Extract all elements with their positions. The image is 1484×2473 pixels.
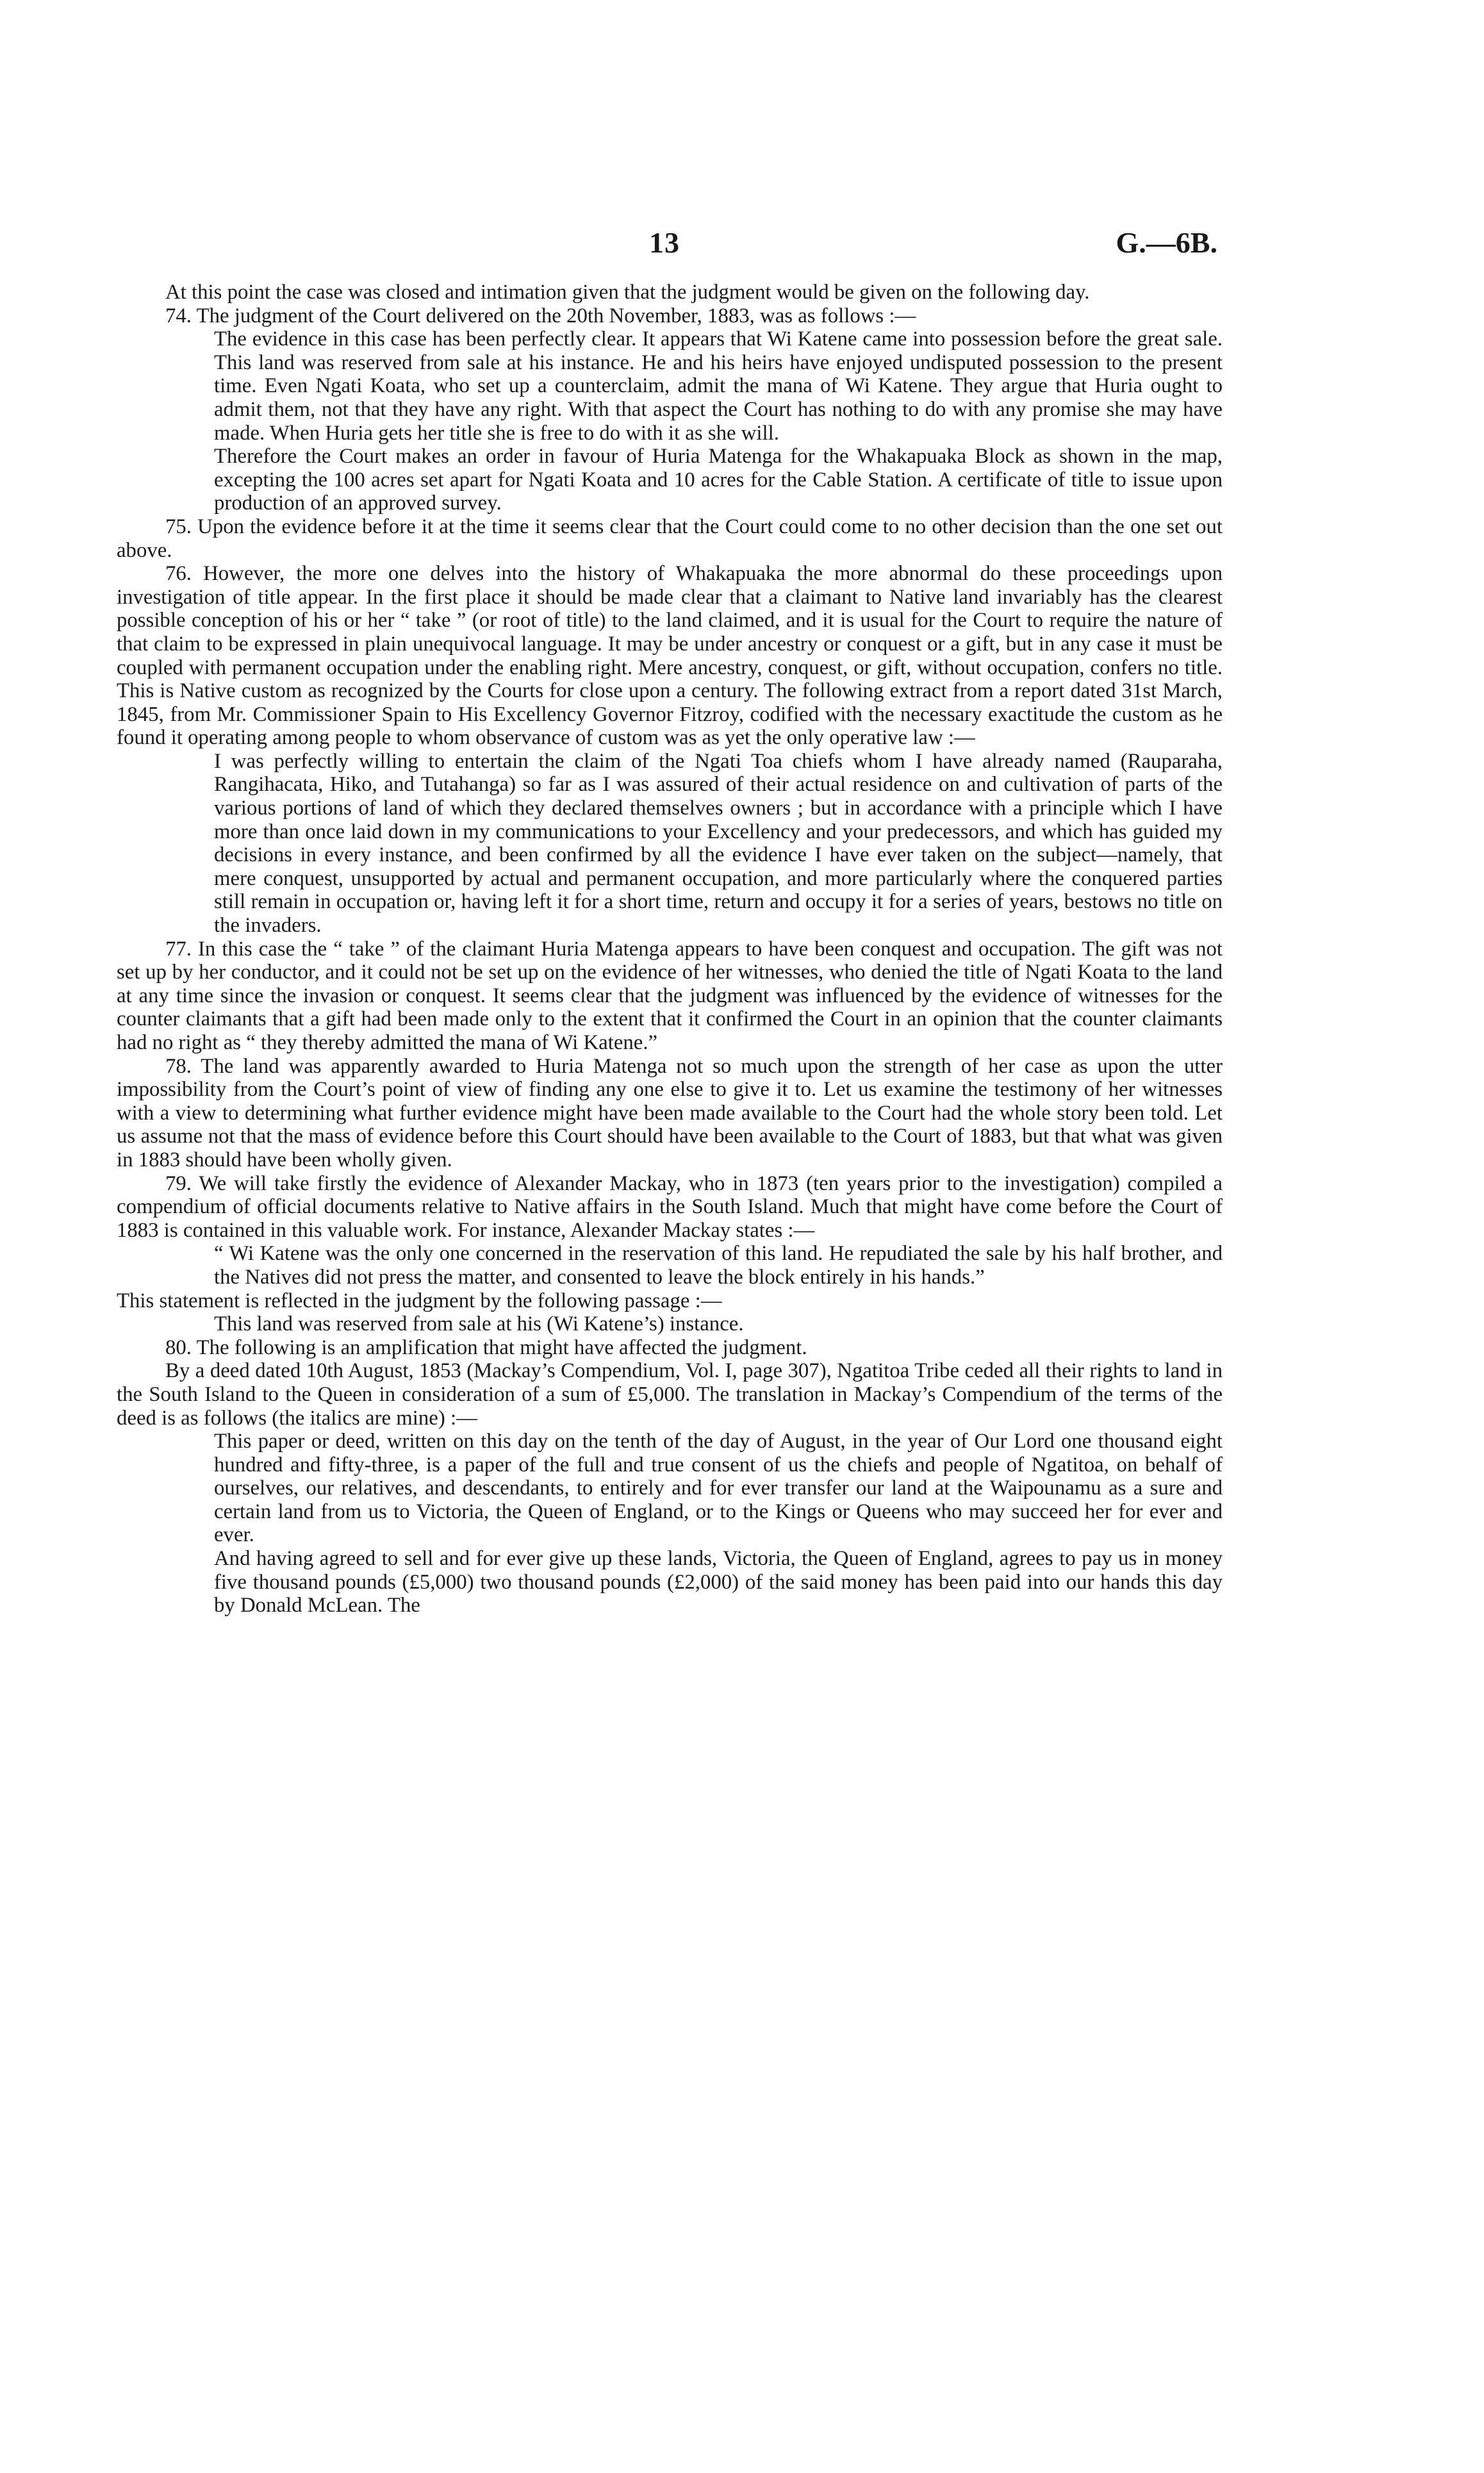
mackay-quote-paragraph: “ Wi Katene was the only one concerned in the reservation of this land. He repudiated the sale by his half brother, and the Natives did not press the matter, and consented to leave the block entirely in his hands.”	[214, 1242, 1223, 1289]
deed-translation-paragraph: And having agreed to sell and for ever give up these lands, Victoria, the Queen of England, agrees to pay us in money five thousand pounds (£5,000) two thousand pounds (£2,000) of the said money has been paid into our hands this day by Donald McLean. The	[214, 1547, 1223, 1617]
deed-translation-quote	[214, 1430, 1223, 1617]
deed-translation-paragraph: This paper or deed, written on this day on the tenth of the day of August, in the year of Our Lord one thousand eight hundred and fifty-three, is a paper of the full and true consent of us the chiefs and people of Ngatitoa, on behalf of ourselves, our relatives, and descendants, to entirely and for ever transfer our land at the Waipounamu as a sure and certain land from us to Victoria, the Queen of England, or to the Kings or Queens who may succeed her for ever and ever.	[214, 1430, 1223, 1547]
paragraph-80: 80. The following is an amplification that might have affected the judgment.	[165, 1336, 807, 1359]
document-body	[117, 281, 1223, 1617]
mackay-quote	[214, 1242, 1223, 1289]
paragraph-79: 79. We will take firstly the evidence of Alexander Mackay, who in 1873 (ten years prior to the investigation) compiled a compendium of official documents relative to Native affairs in the South Island. Much that might have come before the Court of 1883 is contained in this valuable work. For instance, Alexander Mackay states :—	[117, 1171, 1223, 1242]
paragraph-77: 77. In this case the “ take ” of the claimant Huria Matenga appears to have been conquest and occupation. The gift was not set up by her conductor, and it could not be set up on the evidence of her witnesses, who denied the title of Ngati Koata to the land at any time since the invasion or conquest. It seems clear that the judgment was influenced by the evidence of witnesses for the counter claimants that a gift had been made only to the extent that it confirmed the Court in an opinion that the counter claimants had no right as “ they thereby admitted the mana of Wi Katene.”	[117, 937, 1223, 1054]
judgment-passage-quote	[214, 1312, 1223, 1336]
paragraph-75: 75. Upon the evidence before it at the time it seems clear that the Court could come to no other decision than the one set out above.	[117, 515, 1223, 562]
spain-report-quote	[214, 750, 1223, 938]
spain-report-quote-paragraph: I was perfectly willing to entertain the claim of the Ngati Toa chiefs whom I have already named (Rauparaha, Rangihacata, Hiko, and Tutahanga) so far as I was assured of their actual residence on and cultivation of parts of the various portions of land of which they declared themselves owners ; but in accordance with a principle which I have more than once laid down in my communications to your Excellency and your predecessors, and which has guided my decisions in every instance, and been confirmed by all the evidence I have ever taken on the subject—namely, that mere conquest, unsupported by actual and permanent occupation, and more particularly where the conquered parties still remain in occupation or, having left it for a short time, return and occupy it for a series of years, bestows no title on the invaders.	[214, 749, 1223, 938]
paragraph-intro: At this point the case was closed and intimation given that the judgment would be given on the following day.	[165, 281, 1090, 304]
document-reference: G.—6B.	[1116, 226, 1217, 259]
judgment-passage-quote-paragraph: This land was reserved from sale at his (Wi Katene’s) instance.	[214, 1312, 744, 1336]
judgment-quote-paragraph: Therefore the Court makes an order in favour of Huria Matenga for the Whakapuaka Block as shown in the map, excepting the 100 acres set apart for Ngati Koata and 10 acres for the Cable Station. A certificate of title to issue upon production of an approved survey.	[214, 445, 1223, 515]
paragraph-78: 78. The land was apparently awarded to Huria Matenga not so much upon the strength of her case as upon the utter impossibility from the Court’s point of view of finding any one else to give it to. Let us examine the testimony of her witnesses with a view to determining what further evidence might have been made available to the Court had the whole story been told. Let us assume not that the mass of evidence before this Court should have been available to the Court of 1883, but that what was given in 1883 should have been wholly given.	[117, 1054, 1223, 1171]
paragraph-statement: This statement is reflected in the judgment by the following passage :—	[117, 1289, 722, 1312]
page-header	[0, 226, 1484, 264]
page-number: 13	[649, 226, 680, 259]
judgment-quote	[214, 327, 1223, 515]
paragraph-deed: By a deed dated 10th August, 1853 (Mackay’s Compendium, Vol. I, page 307), Ngatitoa Tribe ceded all their rights to land in the South Island to the Queen in consideration of a sum of £5,000. The translation in Mackay’s Compendium of the terms of the deed is as follows (the italics are mine) :—	[117, 1359, 1223, 1430]
paragraph-76: 76. However, the more one delves into the history of Whakapuaka the more abnormal do these proceedings upon investigation of title appear. In the first place it should be made clear that a claimant to Native land invariably has the clearest possible conception of his or her “ take ” (or root of title) to the land claimed, and it is usual for the Court to require the nature of that claim to be expressed in plain unequivocal language. It may be under ancestry or conquest or a gift, but in any case it must be coupled with permanent occupation under the enabling right. Mere ancestry, conquest, or gift, without occupation, confers no title. This is Native custom as recognized by the Courts for close upon a century. The following extract from a report dated 31st March, 1845, from Mr. Commissioner Spain to His Excellency Governor Fitzroy, codified with the necessary exactitude the custom as he found it operating among people to whom observance of custom was as yet the only operative law :—	[117, 562, 1223, 750]
judgment-quote-paragraph: The evidence in this case has been perfectly clear. It appears that Wi Katene came into possession before the great sale. This land was reserved from sale at his instance. He and his heirs have enjoyed undisputed possession to the present time. Even Ngati Koata, who set up a counterclaim, admit the mana of Wi Katene. They argue that Huria ought to admit them, not that they have any right. With that aspect the Court has nothing to do with any promise she may have made. When Huria gets her title she is free to do with it as she will.	[214, 327, 1223, 445]
paragraph-74: 74. The judgment of the Court delivered on the 20th November, 1883, was as follows :—	[165, 304, 916, 327]
